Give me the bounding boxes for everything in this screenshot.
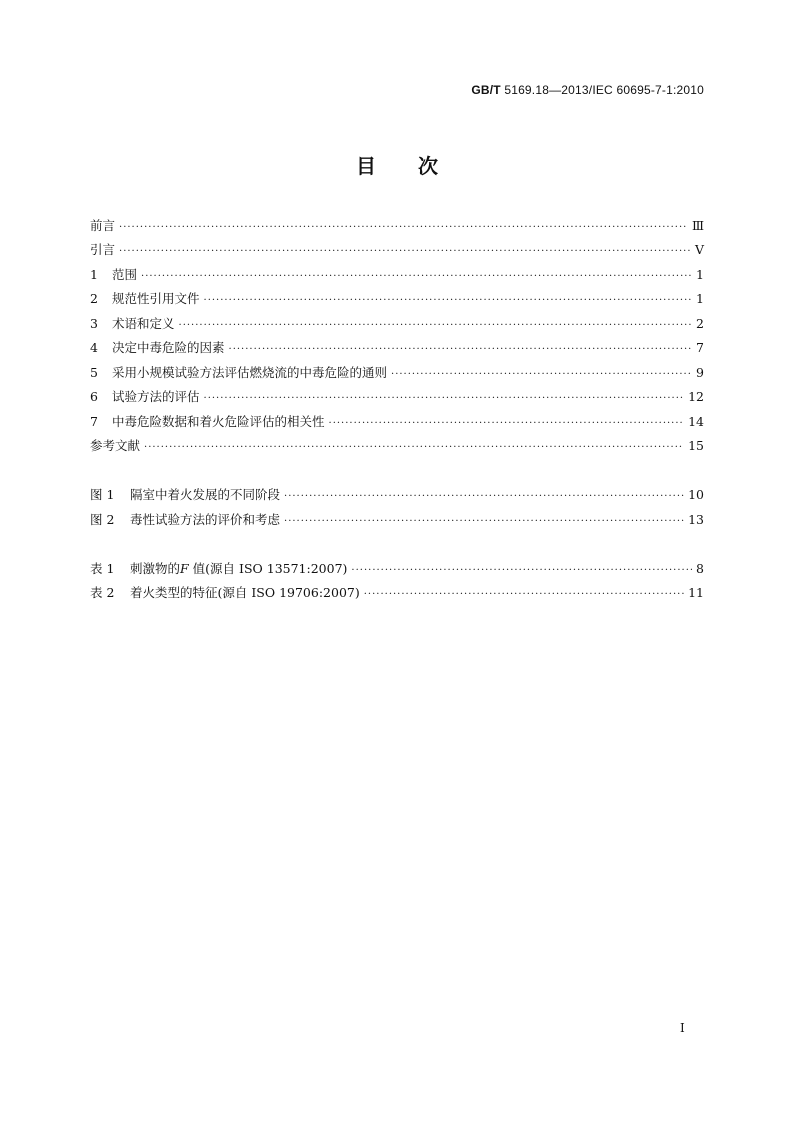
leader-dots xyxy=(329,414,685,434)
toc-label: 术语和定义 xyxy=(112,316,175,331)
toc-entry-1[interactable] xyxy=(90,265,704,285)
toc-num: 2 xyxy=(90,291,98,306)
figure-label: 隔室中着火发展的不同阶段 xyxy=(130,487,281,502)
toc-label: 采用小规模试验方法评估燃烧流的中毒危险的通则 xyxy=(112,365,388,380)
leader-dots xyxy=(144,438,684,458)
toc-page: 1 xyxy=(696,291,704,306)
toc-page: 1 xyxy=(696,267,704,282)
figure-page: 10 xyxy=(688,487,704,502)
toc-page: 9 xyxy=(696,365,704,380)
leader-dots xyxy=(179,316,692,336)
leader-dots xyxy=(119,218,688,238)
toc-label: 引言 xyxy=(90,242,116,257)
page-folio: I xyxy=(680,1021,685,1035)
table-page: 8 xyxy=(696,561,704,576)
leader-dots xyxy=(391,365,692,385)
toc-label: 规范性引用文件 xyxy=(112,291,200,306)
toc-entry-7[interactable] xyxy=(90,412,704,432)
toc-entry-introduction[interactable] xyxy=(90,240,704,260)
leader-dots xyxy=(204,389,685,409)
toc-label: 决定中毒危险的因素 xyxy=(112,340,225,355)
standard-code-prefix: GB/T xyxy=(471,83,501,97)
figure-page: 13 xyxy=(688,512,704,527)
table-num: 表 1 xyxy=(90,561,115,576)
toc-label: 前言 xyxy=(90,218,116,233)
toc-page: Ⅴ xyxy=(694,242,704,257)
leader-dots xyxy=(119,242,691,262)
toc-label: 中毒危险数据和着火危险评估的相关性 xyxy=(112,414,325,429)
table-label xyxy=(130,559,347,579)
toc-num: 7 xyxy=(90,414,98,429)
toc-page: Ⅲ xyxy=(691,218,704,233)
table-label: 着火类型的特征(源自 ISO 19706:2007) xyxy=(130,585,360,600)
table-page: 11 xyxy=(688,585,704,600)
toc-page: 7 xyxy=(696,340,704,355)
toc-num: 4 xyxy=(90,340,98,355)
toc-num: 3 xyxy=(90,316,98,331)
figure-num: 图 2 xyxy=(90,512,115,527)
figure-num: 图 1 xyxy=(90,487,115,502)
toc-page: 2 xyxy=(696,316,704,331)
toc-figure-2[interactable] xyxy=(90,510,704,530)
table-num: 表 2 xyxy=(90,585,115,600)
toc-entry-6[interactable] xyxy=(90,387,704,407)
title-char-2: 次 xyxy=(418,154,438,178)
toc-entry-foreword[interactable] xyxy=(90,216,704,236)
figure-label: 毒性试验方法的评价和考虑 xyxy=(130,512,281,527)
standard-code-header xyxy=(471,83,704,97)
toc-entry-3[interactable] xyxy=(90,314,704,334)
leader-dots xyxy=(364,585,684,605)
toc-table-2[interactable] xyxy=(90,583,704,603)
leader-dots xyxy=(284,487,684,507)
toc-table-1[interactable] xyxy=(90,559,704,579)
toc-label: 参考文献 xyxy=(90,438,141,453)
leader-dots xyxy=(141,267,692,287)
toc-num: 1 xyxy=(90,267,98,282)
standard-code-number: 5169.18—2013/IEC 60695-7-1:2010 xyxy=(500,83,704,97)
leader-dots xyxy=(229,340,692,360)
toc-page: 14 xyxy=(688,414,704,429)
table-label-part-b: 值(源自 ISO 13571:2007) xyxy=(188,561,348,576)
toc-label: 试验方法的评估 xyxy=(112,389,200,404)
page-title xyxy=(0,150,794,179)
toc-page: 15 xyxy=(688,438,704,453)
toc-num: 5 xyxy=(90,365,98,380)
table-label-variable: F xyxy=(180,561,189,576)
toc-entry-4[interactable] xyxy=(90,338,704,358)
toc-figure-1[interactable] xyxy=(90,485,704,505)
title-char-1: 目 xyxy=(356,154,376,178)
table-label-part-a: 刺激物的 xyxy=(130,561,181,576)
toc-num: 6 xyxy=(90,389,98,404)
toc-entry-2[interactable] xyxy=(90,289,704,309)
leader-dots xyxy=(204,291,692,311)
toc-entry-bibliography[interactable] xyxy=(90,436,704,456)
toc-page: 12 xyxy=(688,389,704,404)
leader-dots xyxy=(284,512,684,532)
toc-entry-5[interactable] xyxy=(90,363,704,383)
leader-dots xyxy=(351,561,692,581)
toc-label: 范围 xyxy=(112,267,138,282)
